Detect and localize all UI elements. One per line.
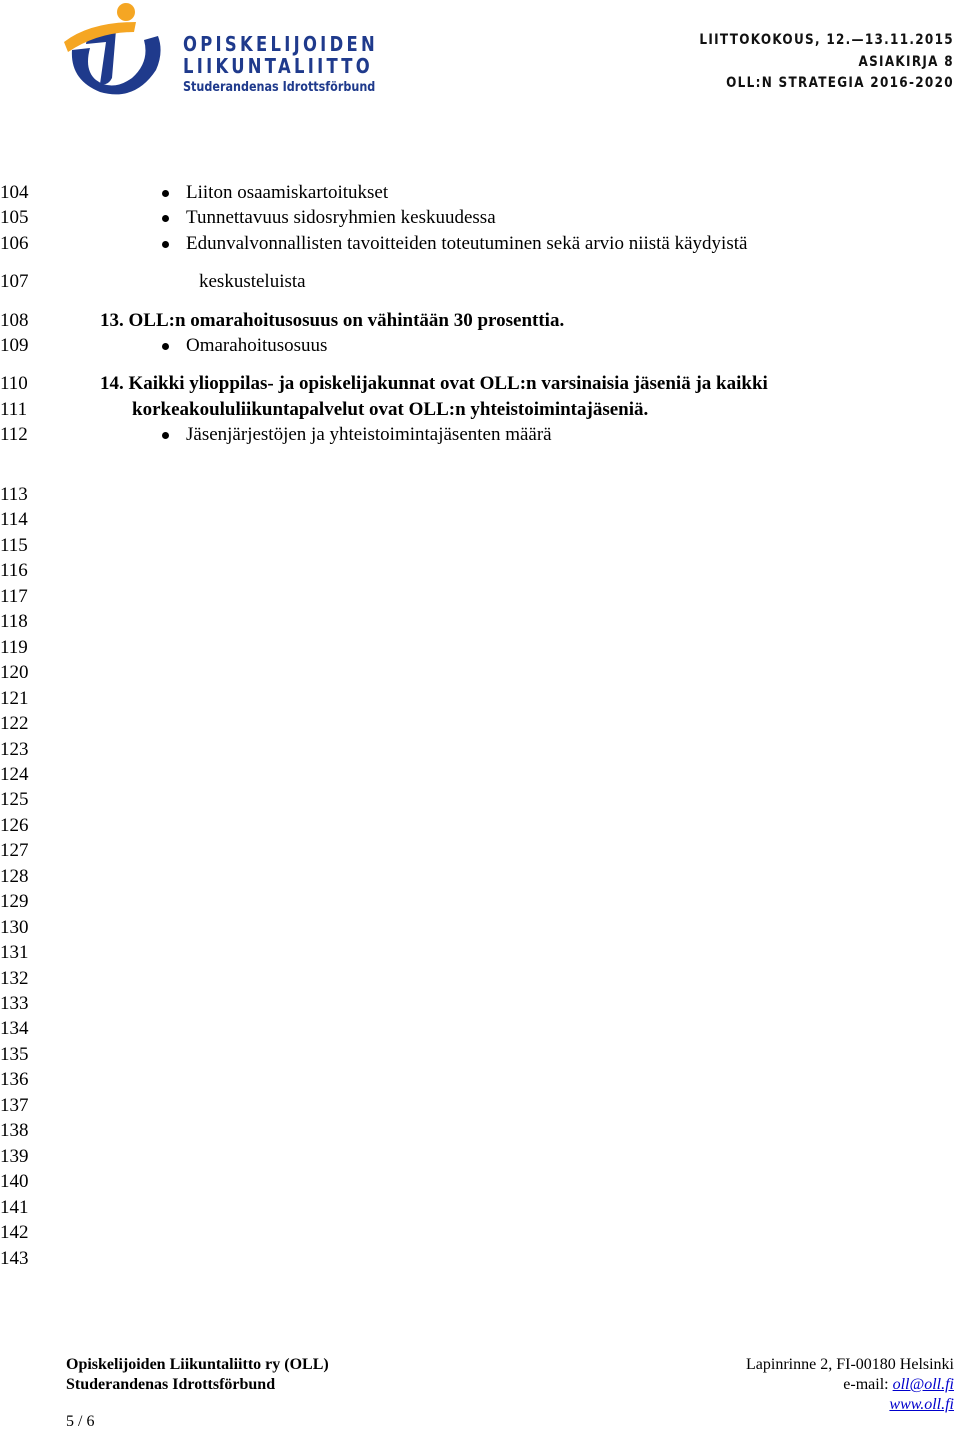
line-number: 125 bbox=[0, 789, 29, 811]
header-doc-number: ASIAKIRJA 8 bbox=[858, 53, 954, 70]
oll-logo bbox=[60, 0, 378, 104]
bullet-item: Tunnettavuus sidosryhmien keskuudessa bbox=[186, 207, 496, 228]
logo-line-1: OPISKELIJOIDEN bbox=[183, 32, 378, 56]
line-number: 140 bbox=[0, 1171, 29, 1193]
line-number: 112 bbox=[0, 424, 28, 445]
website-link[interactable]: www.oll.fi bbox=[889, 1396, 954, 1413]
line-number: 138 bbox=[0, 1120, 29, 1142]
goal-13: 13. OLL:n omarahoitusosuus on vähintään 30 prosenttia. bbox=[100, 310, 565, 331]
line-number: 107 bbox=[0, 271, 29, 292]
bullet-dot bbox=[162, 343, 169, 350]
line-number: 142 bbox=[0, 1222, 29, 1243]
line-number: 127 bbox=[0, 840, 29, 862]
line-number: 105 bbox=[0, 207, 29, 228]
line-number: 115 bbox=[0, 534, 28, 556]
bullet-dot bbox=[162, 241, 169, 248]
line-number: 130 bbox=[0, 916, 29, 938]
line-number: 124 bbox=[0, 764, 29, 785]
bullet-item-continuation: keskusteluista bbox=[199, 271, 306, 292]
footer-email-line bbox=[843, 1375, 954, 1395]
line-number: 131 bbox=[0, 942, 29, 964]
line-number: 116 bbox=[0, 560, 28, 582]
line-number: 121 bbox=[0, 687, 29, 709]
line-number: 132 bbox=[0, 967, 29, 989]
line-number: 117 bbox=[0, 585, 28, 607]
line-number: 108 bbox=[0, 310, 29, 331]
line-number: 133 bbox=[0, 993, 29, 1014]
header-doc-title: OLL:N STRATEGIA 2016-2020 bbox=[726, 75, 954, 91]
line-number: 126 bbox=[0, 814, 29, 836]
logo-line-3: Studerandenas Idrottsförbund bbox=[183, 80, 376, 95]
footer-web-line bbox=[889, 1395, 954, 1415]
header-meeting: LIITTOKOKOUS, 12.—13.11.2015 bbox=[699, 32, 954, 48]
bullet-item: Omarahoitusosuus bbox=[186, 335, 328, 356]
line-number: 136 bbox=[0, 1069, 29, 1091]
document-header bbox=[658, 30, 954, 95]
line-number: 113 bbox=[0, 484, 28, 505]
footer-email-label: e-mail: bbox=[843, 1376, 893, 1393]
line-number: 143 bbox=[0, 1247, 29, 1269]
bullet-item: Jäsenjärjestöjen ja yhteistoimintajäsenten määrä bbox=[186, 424, 552, 445]
bullet-item: Liiton osaamiskartoitukset bbox=[186, 182, 389, 203]
line-number: 111 bbox=[0, 399, 28, 420]
line-number: 128 bbox=[0, 865, 29, 887]
footer-address: Lapinrinne 2, FI-00180 Helsinki bbox=[746, 1356, 954, 1373]
footer-org-name-sv: Studerandenas Idrottsförbund bbox=[66, 1376, 276, 1393]
line-number: 122 bbox=[0, 713, 29, 734]
page-number: 5 / 6 bbox=[66, 1413, 95, 1430]
line-number: 141 bbox=[0, 1196, 29, 1218]
line-number: 110 bbox=[0, 373, 28, 394]
bullet-dot bbox=[162, 215, 169, 222]
line-number: 118 bbox=[0, 611, 28, 633]
line-number: 119 bbox=[0, 636, 28, 658]
goal-14-continuation: korkeakoululiikuntapalvelut ovat OLL:n yhteistoimintajäseniä. bbox=[132, 399, 649, 420]
bullet-dot bbox=[162, 432, 169, 439]
line-number: 135 bbox=[0, 1043, 29, 1065]
line-number: 129 bbox=[0, 891, 29, 913]
bullet-dot bbox=[162, 190, 169, 197]
line-number: 134 bbox=[0, 1018, 29, 1040]
logo-wordmark bbox=[183, 33, 421, 96]
line-number: 109 bbox=[0, 335, 29, 356]
goal-14: 14. Kaikki ylioppilas- ja opiskelijakunnat ovat OLL:n varsinaisia jäseniä ja kaikki bbox=[100, 373, 768, 394]
oll-logo-icon bbox=[60, 0, 170, 104]
line-number: 106 bbox=[0, 233, 29, 254]
line-number: 104 bbox=[0, 182, 29, 203]
footer-org-name: Opiskelijoiden Liikuntaliitto ry (OLL) bbox=[66, 1356, 329, 1373]
email-link[interactable]: oll@oll.fi bbox=[892, 1376, 954, 1393]
line-number: 139 bbox=[0, 1145, 29, 1167]
line-number: 120 bbox=[0, 662, 29, 684]
line-number: 123 bbox=[0, 738, 29, 760]
line-number: 114 bbox=[0, 509, 28, 531]
line-number: 137 bbox=[0, 1094, 29, 1116]
logo-line-2: LIIKUNTALIITTO bbox=[183, 54, 373, 78]
bullet-item: Edunvalvonnallisten tavoitteiden toteutuminen sekä arvio niistä käydyistä bbox=[186, 233, 748, 254]
